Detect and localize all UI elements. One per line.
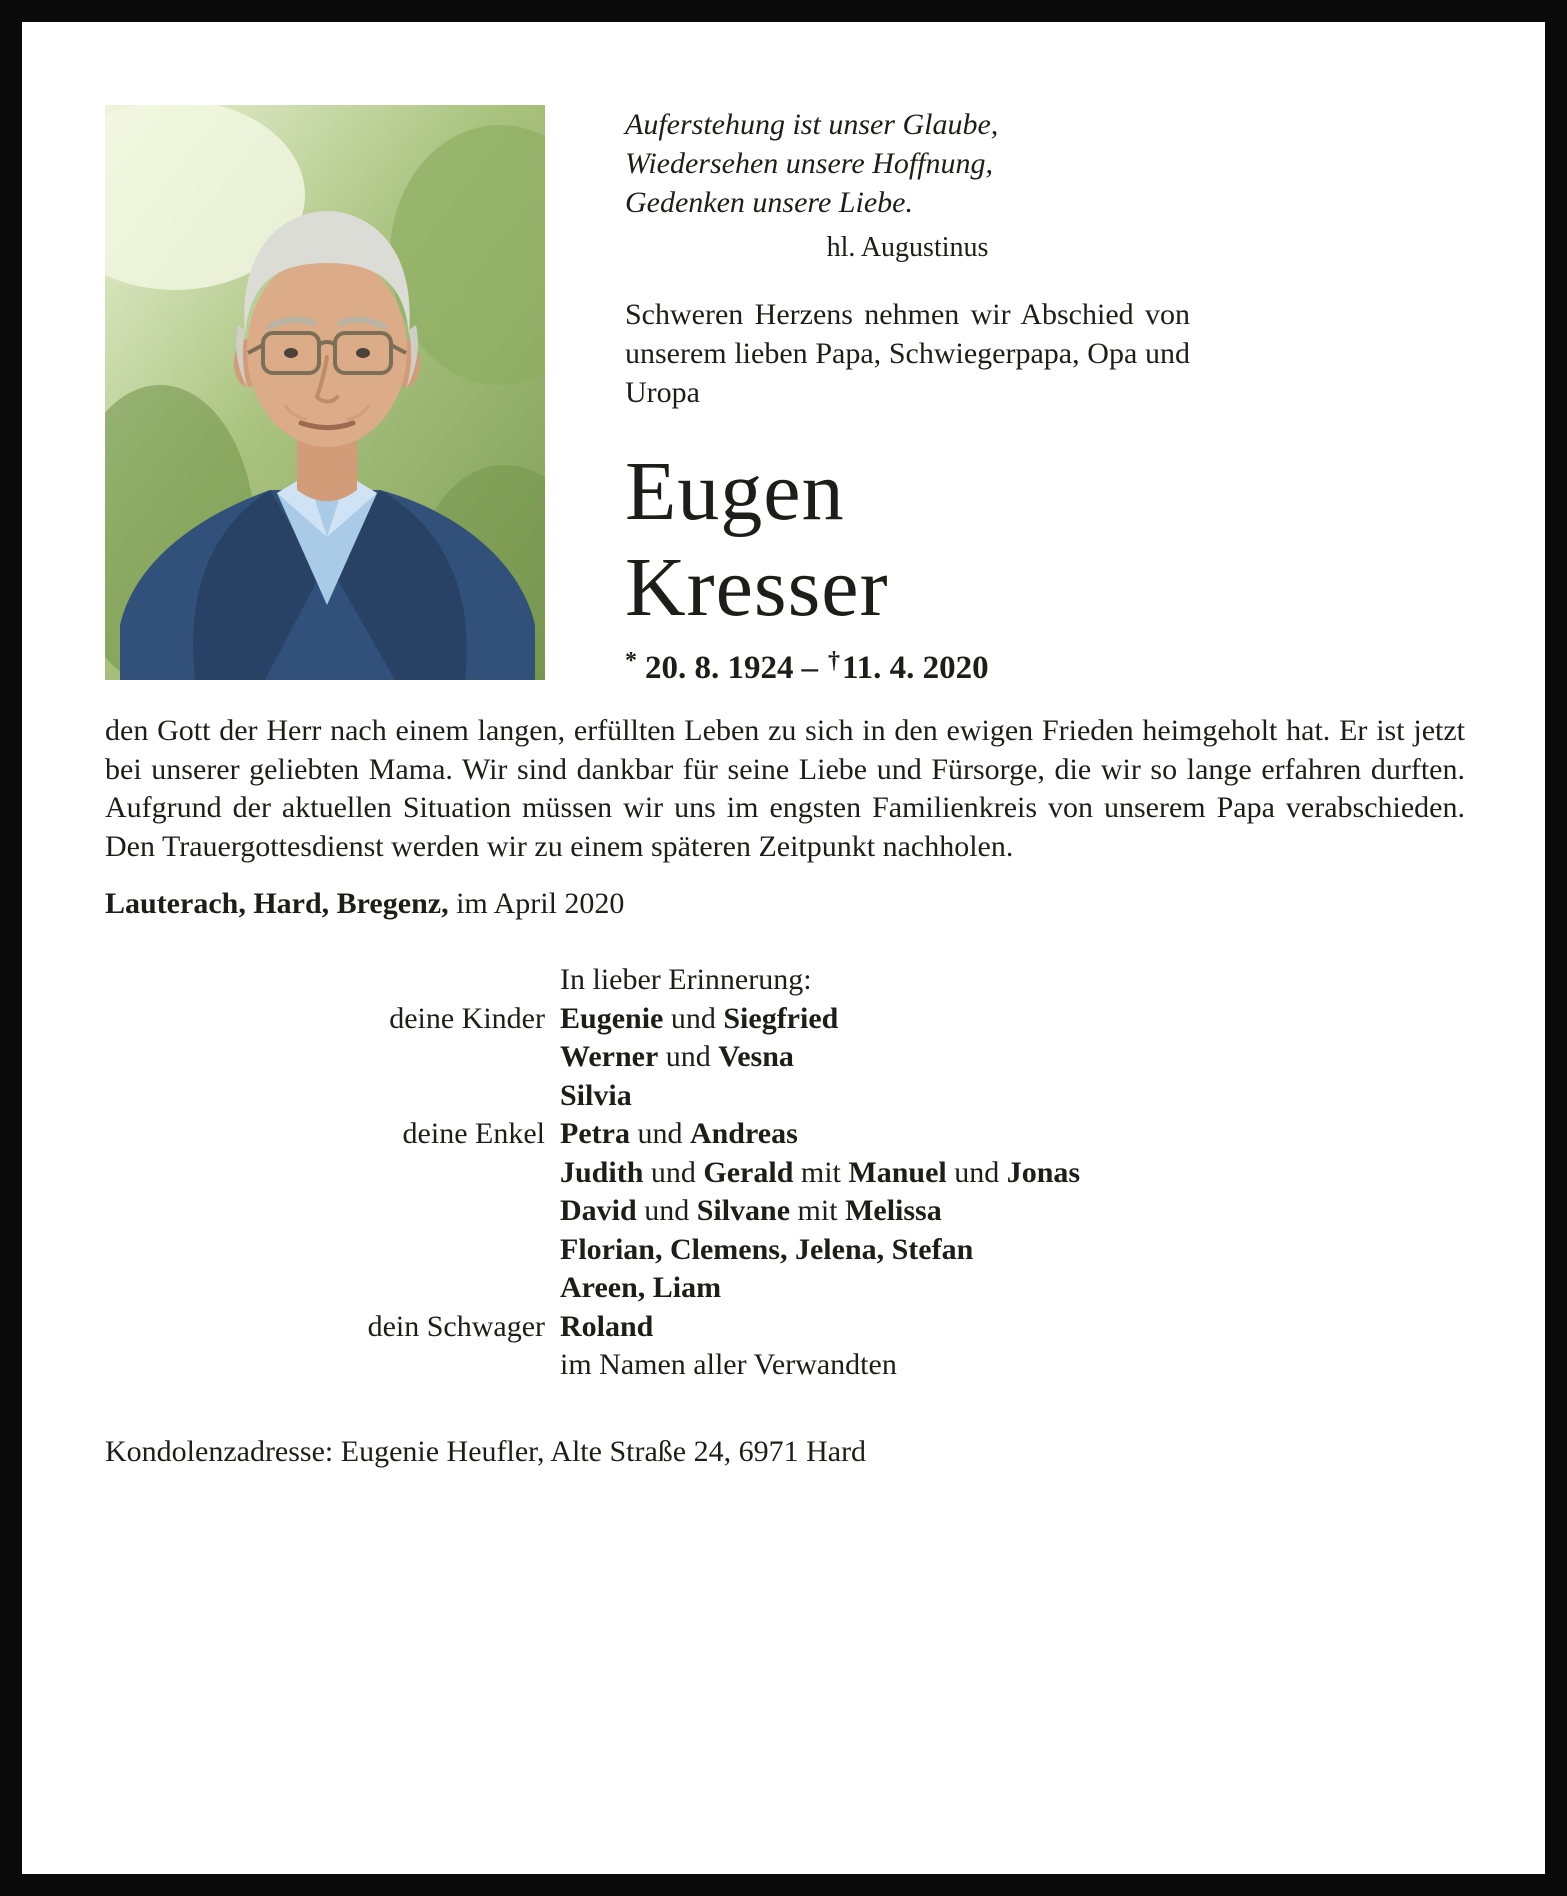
quote-line: Gedenken unsere Liebe. <box>625 186 913 219</box>
memorial-row <box>105 1115 1465 1308</box>
deceased-name <box>625 444 1190 636</box>
memorial-names-line: im Namen aller Verwandten <box>560 1348 897 1381</box>
dateline-places: Lauterach, Hard, Bregenz, <box>105 887 449 920</box>
deceased-first-name: Eugen <box>625 445 845 538</box>
condolence-address: Kondolenzadresse: Eugenie Heufler, Alte Straße 24, 6971 Hard <box>105 1434 867 1468</box>
life-dates <box>625 648 1190 687</box>
portrait-photo <box>105 105 545 680</box>
memorial-names-line: Petra und Andreas <box>560 1117 798 1150</box>
main-text: den Gott der Herr nach einem langen, erfüllten Leben zu sich in den ewigen Frieden heimgeholt hat. Er ist jetzt bei unserer geliebten Mama. Wir sind dankbar für seine Liebe und Fürsorge, die wir so lange erfahren durften. Aufgrund der aktuellen Situation müssen wir uns im engsten Familienkreis von unserem Papa verabschieden. Den Trauergottesdienst werden wir zu einem späteren Zeitpunkt nachholen. <box>105 714 1465 863</box>
header-text-column <box>625 105 1190 687</box>
memorial-names-line: Silvia <box>560 1078 632 1112</box>
memorial-row <box>105 1308 1465 1347</box>
death-date: 11. 4. 2020 <box>842 650 989 686</box>
memorial-row <box>105 1346 1465 1385</box>
portrait-illustration <box>105 105 545 680</box>
birth-symbol: * <box>625 648 637 674</box>
memorial-row-names <box>560 1308 653 1347</box>
quote-attribution: hl. Augustinus <box>826 232 989 263</box>
memorial-row-label <box>105 1346 545 1385</box>
memorial-row-label: deine Kinder <box>389 1001 545 1035</box>
quote-block <box>625 105 1190 267</box>
memorial-names-line: Eugenie und Siegfried <box>560 1001 839 1035</box>
memorial-names-line: Judith und Gerald mit Manuel und Jonas <box>560 1155 1081 1189</box>
memorial-section <box>105 961 1465 1385</box>
dateline-date: im April 2020 <box>448 887 625 920</box>
memorial-names-line: Florian, Clemens, Jelena, Stefan <box>560 1232 974 1266</box>
death-symbol: † <box>828 648 840 674</box>
family-list <box>105 1000 1465 1385</box>
intro-paragraph: Schweren Herzens nehmen wir Abschied von unserem lieben Papa, Schwiegerpapa, Opa und Uropa <box>625 298 1190 409</box>
memorial-row-names <box>560 1115 1080 1308</box>
dateline <box>105 885 1465 923</box>
dates-separator: – <box>801 650 818 686</box>
memorial-names-line: Werner und Vesna <box>560 1040 794 1073</box>
memorial-row-names <box>560 1346 897 1385</box>
memorial-row-names <box>560 1000 838 1116</box>
birth-date: 20. 8. 1924 <box>645 650 794 686</box>
memorial-row <box>105 1000 1465 1116</box>
quote-lines <box>625 105 1190 222</box>
quote-line: Auferstehung ist unser Glaube, <box>625 108 999 141</box>
memorial-heading: In lieber Erinnerung: <box>560 963 812 996</box>
memorial-names-line: Areen, Liam <box>560 1271 722 1304</box>
memorial-row-label: dein Schwager <box>367 1309 545 1343</box>
deceased-last-name: Kresser <box>625 541 889 634</box>
memorial-row-label: deine Enkel <box>402 1117 545 1150</box>
memorial-names-line: David und Silvane mit Melissa <box>560 1194 942 1227</box>
quote-line: Wiedersehen unsere Hoffnung, <box>625 147 993 180</box>
memorial-names-line: Roland <box>560 1309 654 1343</box>
header-section <box>105 105 1465 687</box>
